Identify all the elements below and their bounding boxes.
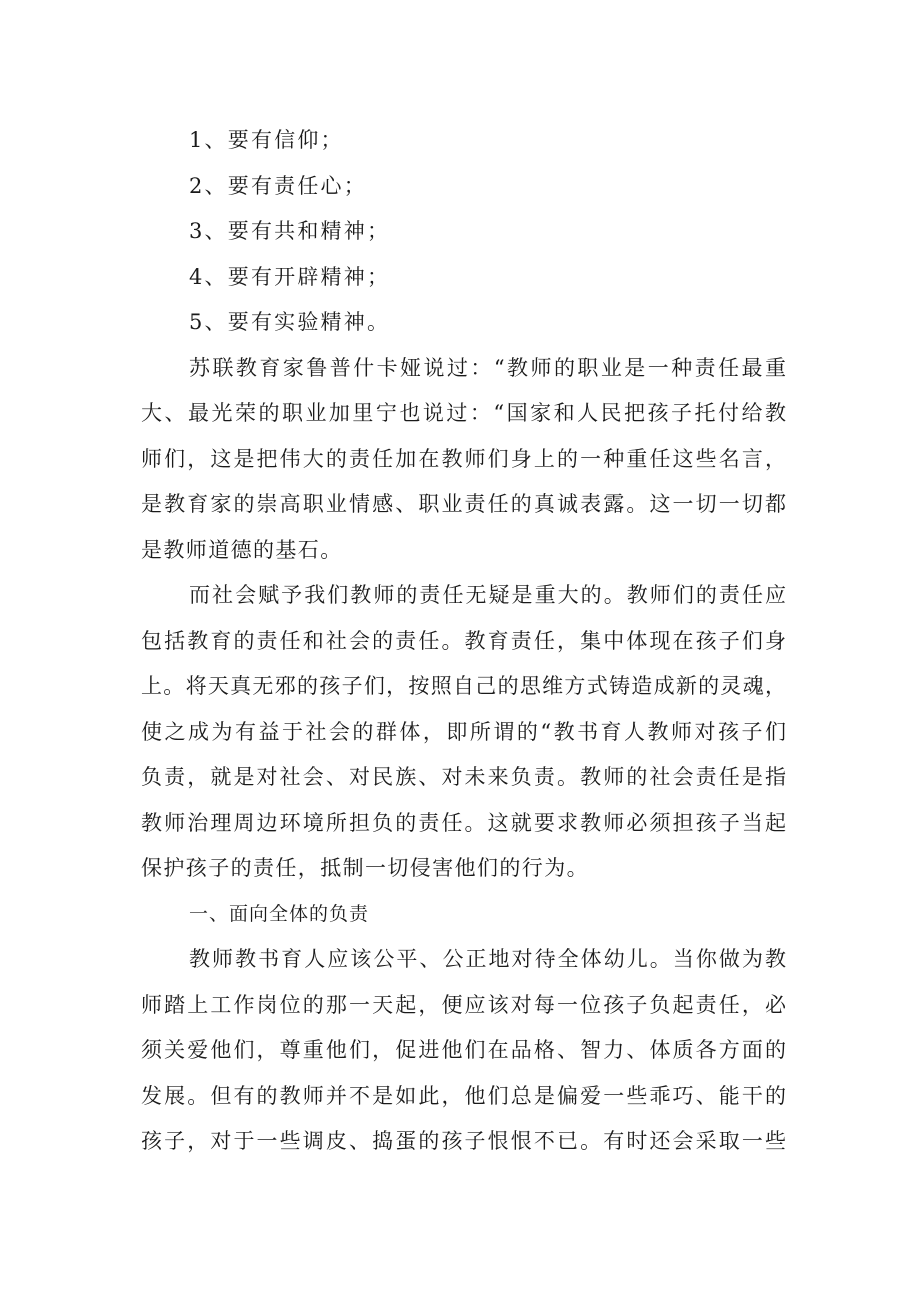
paragraph-line: 是教师道德的基石。 [141,537,343,562]
list-item: 5、要有实验精神。 [189,310,391,334]
document-body [141,118,786,1165]
paragraph-line: 而社会赋予我们教师的责任无疑是重大的。教师们的责任应 [189,583,786,607]
paragraph-line: 孩子，对于一些调皮、捣蛋的孩子恨恨不已。有时还会采取一些 [141,1129,786,1153]
list-item: 3、要有共和精神； [189,219,391,243]
paragraph-line: 大、最光荣的职业加里宁也说过：“国家和人民把孩子托付给教 [141,401,786,425]
paragraph-line: 师们，这是把伟大的责任加在教师们身上的一种重任这些名言， [141,446,786,471]
paragraph-fairness [141,937,786,1165]
paragraph-line: 教师教书育人应该公平、公正地对待全体幼儿。当你做为教 [189,947,786,971]
paragraph-line: 负责，就是对社会、对民族、对未来负责。教师的社会责任是指 [141,765,786,789]
numbered-list [141,118,786,346]
paragraph-line: 包括教育的责任和社会的责任。教育责任，集中体现在孩子们身 [141,628,786,653]
paragraph-line: 发展。但有的教师并不是如此，他们总是偏爱一些乖巧、能干的 [141,1083,786,1108]
paragraph-quotes [141,346,786,574]
paragraph-line: 苏联教育家鲁普什卡娅说过：“教师的职业是一种责任最重 [189,355,786,380]
paragraph-line: 师踏上工作岗位的那一天起，便应该对每一位孩子负起责任，必 [141,992,786,1017]
list-item: 4、要有开辟精神； [189,264,391,289]
paragraph-line: 是教育家的崇高职业情感、职业责任的真诚表露。这一切一切都 [141,492,786,516]
paragraph-line: 使之成为有益于社会的群体，即所谓的“教书育人教师对孩子们 [141,719,786,744]
paragraph-line: 教师治理周边环境所担负的责任。这就要求教师必须担孩子当起 [141,810,786,835]
paragraph-line: 上。将天真无邪的孩子们，按照自己的思维方式铸造成新的灵魂， [141,674,786,698]
list-item: 1、要有信仰； [189,128,344,152]
paragraph-line: 须关爱他们，尊重他们，促进他们在品格、智力、体质各方面的 [141,1038,786,1062]
paragraph-line: 保护孩子的责任，抵制一切侵害他们的行为。 [141,856,589,880]
list-item: 2、要有责任心； [189,173,367,198]
paragraph-responsibility [141,573,786,892]
section-heading: 一、面向全体的负责 [189,902,370,925]
